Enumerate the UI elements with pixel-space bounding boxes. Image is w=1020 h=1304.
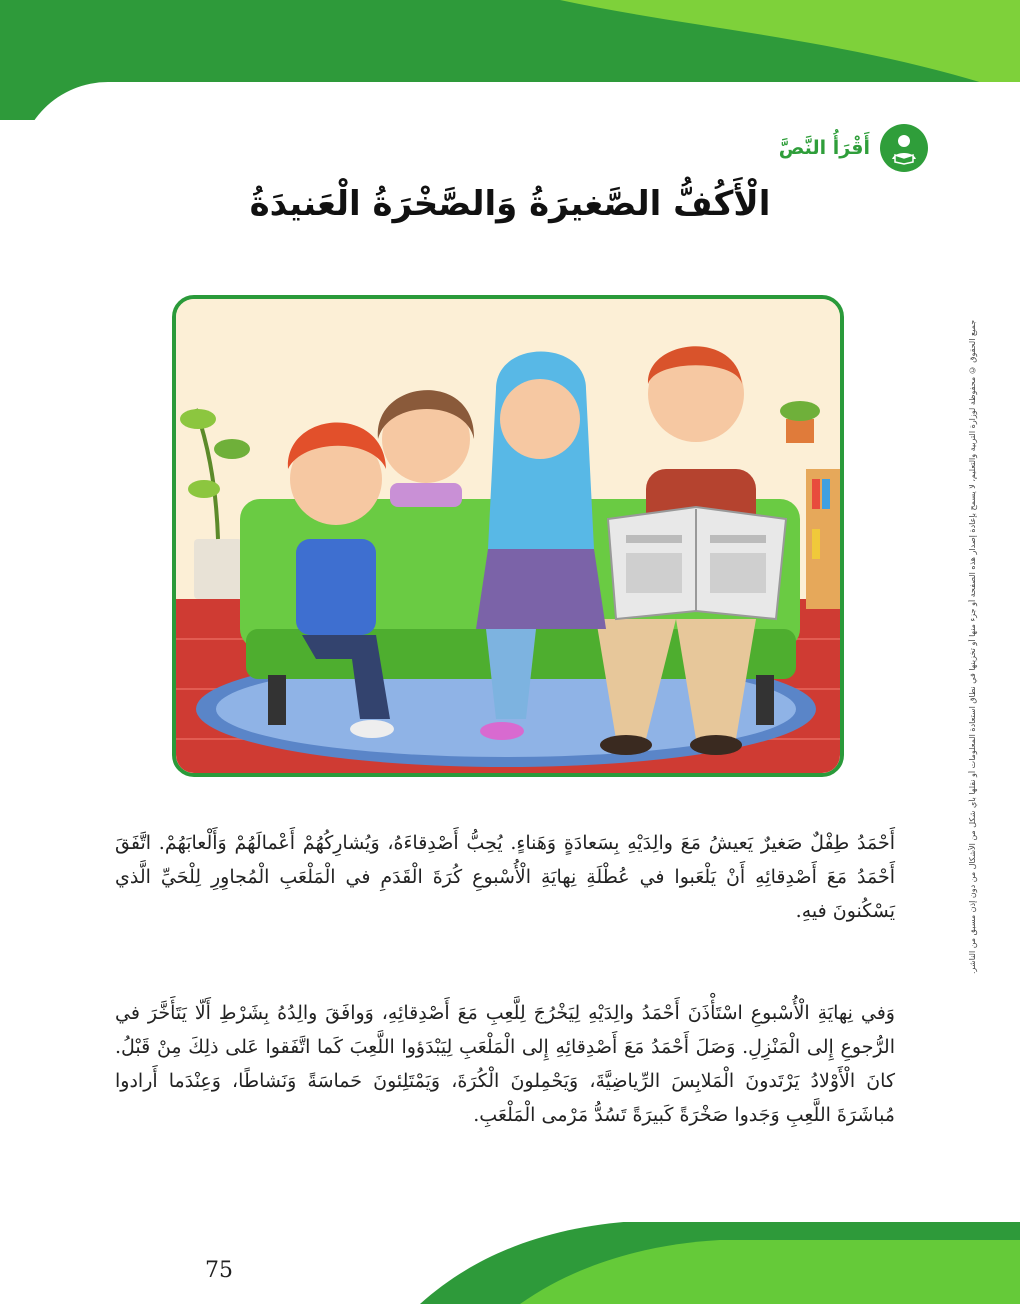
copyright-note: جميع الحقوق © محفوظة لوزارة التربية والتعليم، لا يسمح بإعادة إصدار هذه الصفحة أو جزء منها أو تخزينها في نطاق استعادة المعلومات أو نقلها بأي شكل من الأشكال من دون إذن مسبق من الناشر. [968,320,977,975]
section-label: أَقْرَأُ النَّصَّ [778,137,870,159]
family-on-green-sofa-illustration [172,295,844,777]
page-number: 75 [205,1258,233,1283]
story-paragraph-1: أَحْمَدُ طِفْلٌ صَغيرٌ يَعيشُ مَعَ والِدَيْهِ بِسَعادَةٍ وَهَناءٍ. يُحِبُّ أَصْدِقاءَهُ، وَيُشارِكُهُمْ أَعْمالَهُمْ وَأَلْعابَهُمْ. اتَّفَقَ أَحْمَدُ مَعَ أَصْدِقائِهِ أَنْ يَلْعَبوا في عُطْلَةِ نِهايَةِ الْأُسْبوعِ كُرَةَ الْقَدَمِ في الْمَلْعَبِ الْمُجاوِرِ لِلْحَيِّ الَّذي يَسْكُنونَ فيهِ. [115,832,895,922]
section-header [779,124,928,172]
reading-person-icon [880,124,928,172]
story-paragraph-2: وَفي نِهايَةِ الْأُسْبوعِ اسْتَأْذَنَ أَحْمَدُ والِدَيْهِ لِيَخْرُجَ لِلَّعِبِ مَعَ أَصْدِقائِهِ، وَوافَقَ والِدُهُ بِشَرْطِ أَلّا يَتَأَخَّرَ في الرُّجوعِ إِلى الْمَنْزِلِ. وَصَلَ أَحْمَدُ مَعَ أَصْدِقائِهِ إِلى الْمَلْعَبِ لِيَبْدَؤوا اللَّعِبَ كَما اتَّفَقوا عَلى ذلِكَ مِنْ قَبْلُ. كانَ الْأَوْلادُ يَرْتَدونَ الْمَلابِسَ الرِّياضِيَّةَ، وَيَحْمِلونَ الْكُرَةَ، وَيَمْتَلِئونَ حَماسَةً وَنَشاطًا، وَعِنْدَما أَرادوا مُباشَرَةَ اللَّعِبِ وَجَدوا صَخْرَةً كَبيرَةً تَسُدُّ مَرْمى الْمَلْعَبِ. [115,1002,895,1126]
page-title: الْأَكُفُّ الصَّغيرَةُ وَالصَّخْرَةُ الْعَنيدَةُ [249,184,771,224]
